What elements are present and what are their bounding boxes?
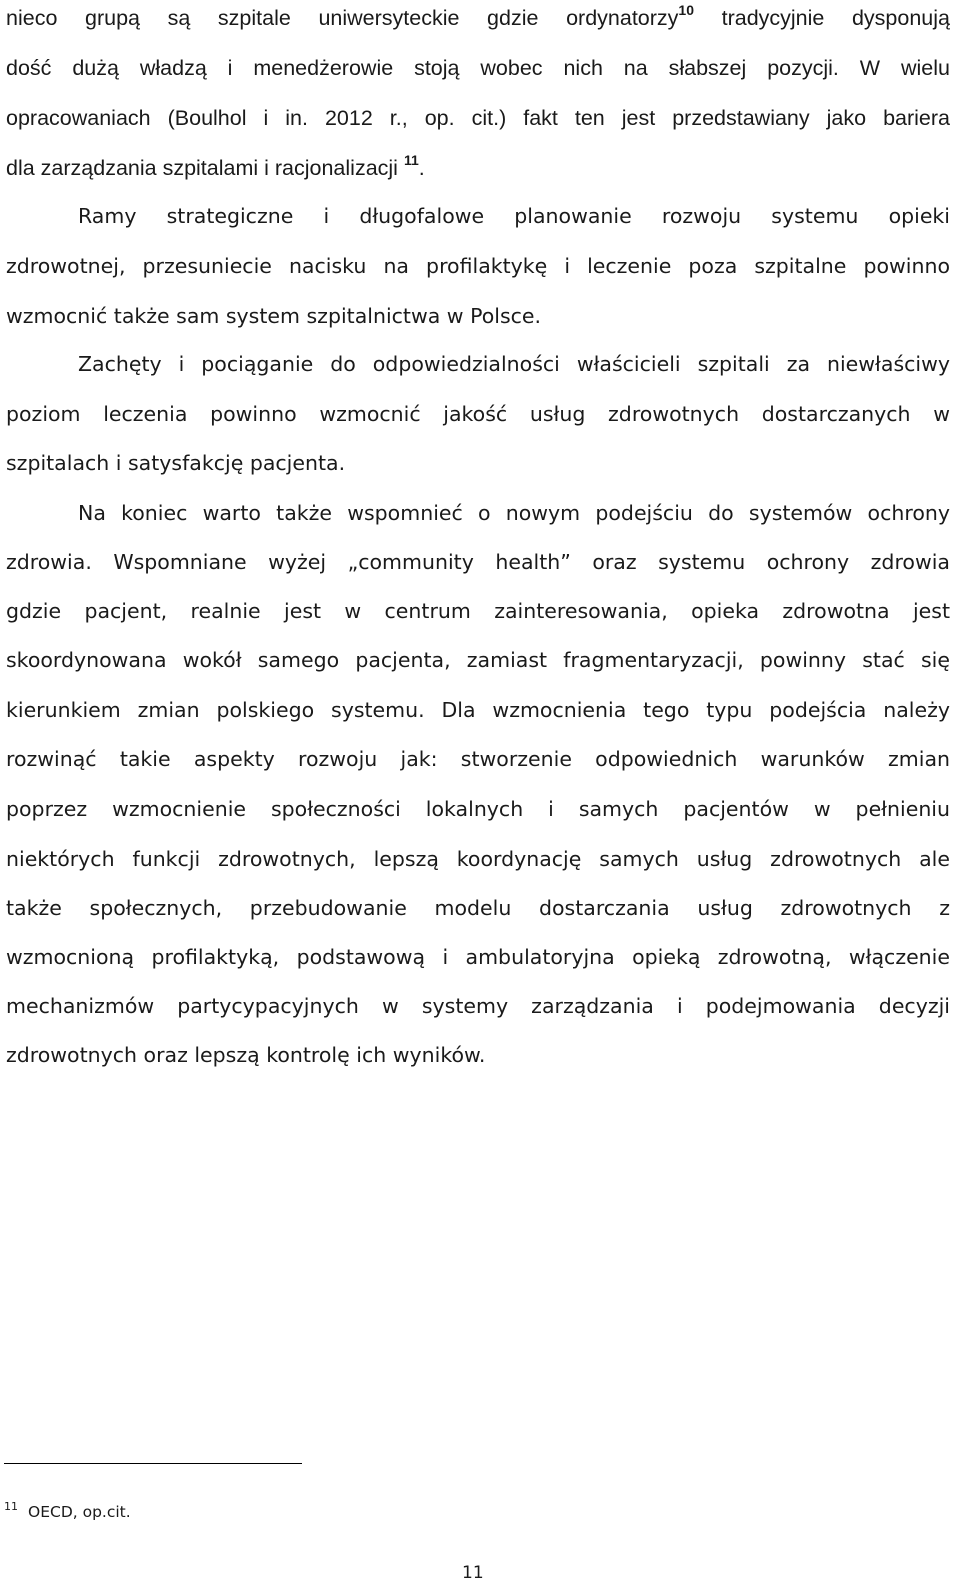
text-line: dość dużą władzą i menedżerowie stoją wobec nich na słabszej pozycji. W wielu bbox=[6, 56, 950, 80]
text-line: zdrowia. Wspomniane wyżej „community health” oraz systemu ochrony zdrowia bbox=[6, 550, 950, 574]
footnote-number: 11 bbox=[4, 1500, 18, 1513]
text-line: rozwinąć takie aspekty rozwoju jak: stworzenie odpowiednich warunków zmian bbox=[6, 747, 950, 771]
footnote-ref: 10 bbox=[678, 2, 694, 18]
text-fragment: . bbox=[418, 156, 425, 180]
text-line: Zachęty i pociąganie do odpowiedzialności właścicieli szpitali za niewłaściwy bbox=[78, 352, 950, 376]
text-fragment: nieco grupą są szpitale uniwersyteckie gdzie ordynatorzy bbox=[6, 6, 679, 30]
page-number: 11 bbox=[462, 1563, 484, 1583]
text-line: szpitalach i satysfakcję pacjenta. bbox=[6, 451, 346, 475]
text-line: gdzie pacjent, realnie jest w centrum zainteresowania, opieka zdrowotna jest bbox=[6, 599, 950, 623]
text-line bbox=[6, 154, 950, 184]
footnote-separator bbox=[4, 1463, 302, 1464]
text-line bbox=[6, 4, 950, 34]
text-line: Ramy strategiczne i długofalowe planowanie rozwoju systemu opieki bbox=[78, 204, 950, 228]
text-line: wzmocnić także sam system szpitalnictwa w Polsce. bbox=[6, 304, 542, 328]
footnote-ref: 11 bbox=[403, 152, 419, 168]
text-line: zdrowotnej, przesuniecie nacisku na profilaktykę i leczenie poza szpitalne powinno bbox=[6, 254, 950, 278]
text-line: kierunkiem zmian polskiego systemu. Dla wzmocnienia tego typu podejścia należy bbox=[6, 698, 950, 722]
text-line: poziom leczenia powinno wzmocnić jakość usług zdrowotnych dostarczanych w bbox=[6, 402, 950, 426]
text-line: opracowaniach (Boulhol i in. 2012 r., op. cit.) fakt ten jest przedstawiany jako bariera bbox=[6, 106, 950, 130]
text-line: skoordynowana wokół samego pacjenta, zamiast fragmentaryzacji, powinny stać się bbox=[6, 648, 950, 672]
footnote-text: OECD, op.cit. bbox=[28, 1503, 131, 1521]
footnote bbox=[4, 1502, 131, 1524]
text-fragment: dla zarządzania szpitalami i racjonalizacji bbox=[6, 156, 404, 180]
text-line: także społecznych, przebudowanie modelu dostarczania usług zdrowotnych z bbox=[6, 896, 950, 920]
text-line: niektórych funkcji zdrowotnych, lepszą koordynację samych usług zdrowotnych ale bbox=[6, 847, 950, 871]
text-line: poprzez wzmocnienie społeczności lokalnych i samych pacjentów w pełnieniu bbox=[6, 797, 950, 821]
text-line: wzmocnioną profilaktyką, podstawową i ambulatoryjna opieką zdrowotną, włączenie bbox=[6, 945, 950, 969]
text-line: mechanizmów partycypacyjnych w systemy zarządzania i podejmowania decyzji bbox=[6, 994, 950, 1018]
text-line: Na koniec warto także wspomnieć o nowym podejściu do systemów ochrony bbox=[78, 501, 950, 525]
text-fragment: tradycyjnie dysponują bbox=[693, 6, 950, 30]
text-line: zdrowotnych oraz lepszą kontrolę ich wyników. bbox=[6, 1043, 486, 1067]
